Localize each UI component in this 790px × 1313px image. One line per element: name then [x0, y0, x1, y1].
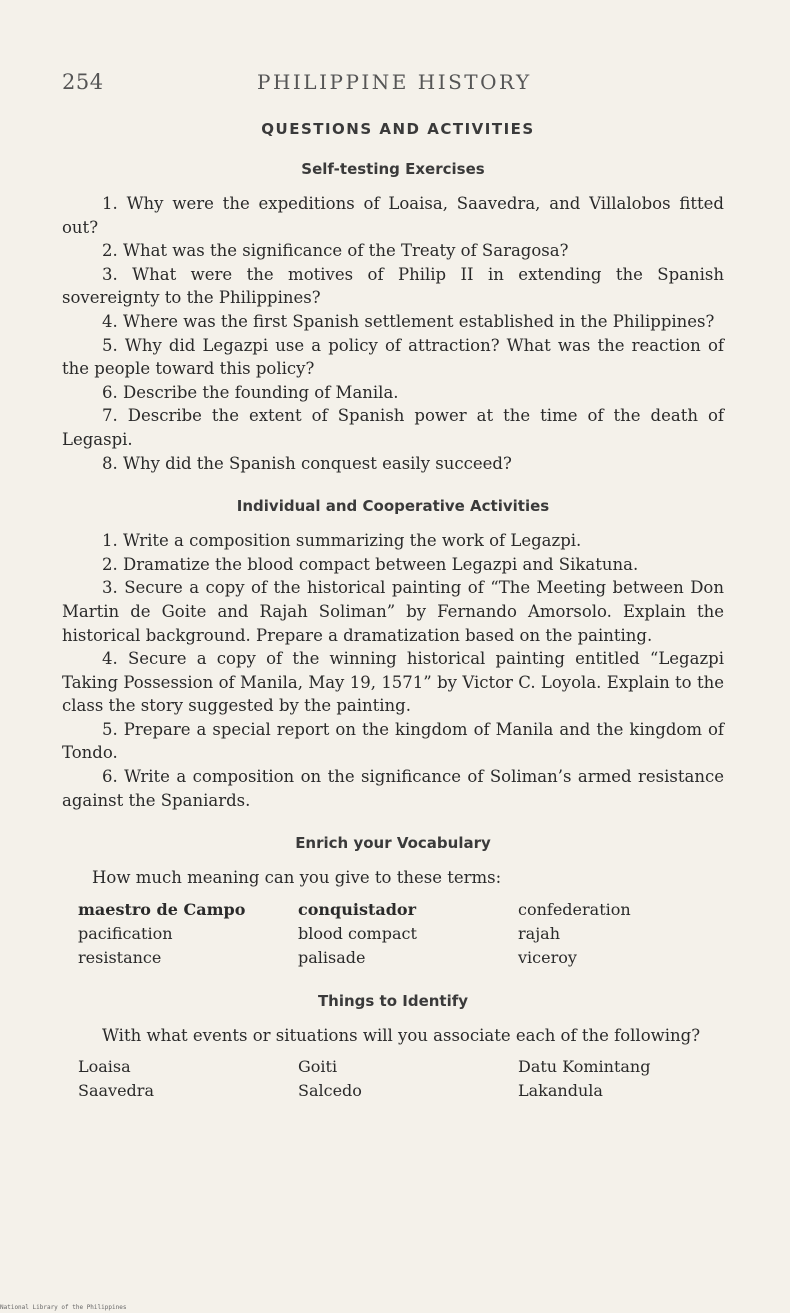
list-item: 1. Why were the expeditions of Loaisa, Saavedra, and Villalobos fitted out? [62, 194, 724, 237]
list-item: 6. Describe the founding of Manila. [102, 382, 399, 402]
list-item: 4. Where was the first Spanish settlement established in the Philippines? [102, 311, 715, 331]
identify-term: Saavedra [78, 1081, 154, 1101]
list-item: 7. Describe the extent of Spanish power at the time of the death of Legaspi. [62, 406, 724, 449]
vocabulary-term: maestro de Campo [78, 899, 246, 919]
page-number: 254 [62, 70, 104, 94]
identify-term: Loaisa [78, 1057, 131, 1077]
vocabulary-terms [78, 898, 724, 970]
vocabulary-term: conquistador [298, 899, 416, 919]
main-heading: QUESTIONS AND ACTIVITIES [261, 120, 535, 138]
self-testing-heading: Self-testing Exercises [301, 160, 485, 178]
list-item: 8. Why did the Spanish conquest easily succeed? [102, 453, 512, 473]
identify-term: Goiti [298, 1057, 338, 1077]
running-head [62, 70, 724, 102]
vocabulary-term: confederation [518, 899, 631, 919]
vocabulary-heading: Enrich your Vocabulary [295, 834, 491, 853]
list-item: 5. Prepare a special report on the kingdom of Manila and the kingdom of Tondo. [62, 719, 724, 763]
identify-term: Lakandula [518, 1081, 603, 1101]
list-item: 2. What was the significance of the Treaty of Saragosa? [102, 241, 569, 261]
activities-heading: Individual and Cooperative Activities [236, 497, 550, 516]
vocabulary-term: rajah [518, 923, 560, 943]
list-item: 6. Write a composition on the significance of Soliman’s armed resistance against the Spaniards. [62, 767, 724, 810]
vocabulary-term: pacification [78, 923, 173, 943]
list-item: 4. Secure a copy of the winning historical painting entitled “Legazpi Taking Possession of Manila, May 19, 1571” by Victor C. Loyola. Explain to the class the story suggested by the painting. [62, 649, 724, 716]
list-item: 2. Dramatize the blood compact between Legazpi and Sikatuna. [102, 554, 639, 574]
list-item: 5. Why did Legazpi use a policy of attraction? What was the reaction of the people toward this policy? [62, 335, 724, 379]
vocabulary-term: palisade [298, 947, 366, 967]
list-item: 3. Secure a copy of the historical painting of “The Meeting between Don Martin de Goite and Rajah Soliman” by Fernando Amorsolo. Explain the historical background. Prepare a dramatization based on the painting. [62, 578, 724, 645]
vocabulary-term: resistance [78, 947, 162, 967]
vocabulary-lead: How much meaning can you give to these terms: [92, 868, 502, 888]
identify-lead: With what events or situations will you associate each of the following? [102, 1025, 701, 1045]
page-content [62, 70, 724, 1103]
self-testing-list [62, 192, 724, 475]
library-footer: National Library of the Philippines [0, 1304, 127, 1311]
list-item: 3. What were the motives of Philip II in extending the Spanish sovereignty to the Philippines? [62, 264, 724, 308]
vocabulary-term: viceroy [518, 947, 577, 967]
identify-heading: Things to Identify [317, 991, 469, 1010]
activities-list [62, 529, 724, 812]
identify-term: Salcedo [298, 1081, 362, 1101]
identify-terms [78, 1055, 724, 1103]
vocabulary-term: blood compact [298, 923, 417, 943]
book-title: PHILIPPINE HISTORY [257, 70, 532, 94]
list-item: 1. Write a composition summarizing the work of Legazpi. [102, 531, 582, 551]
identify-term: Datu Komintang [518, 1057, 651, 1077]
